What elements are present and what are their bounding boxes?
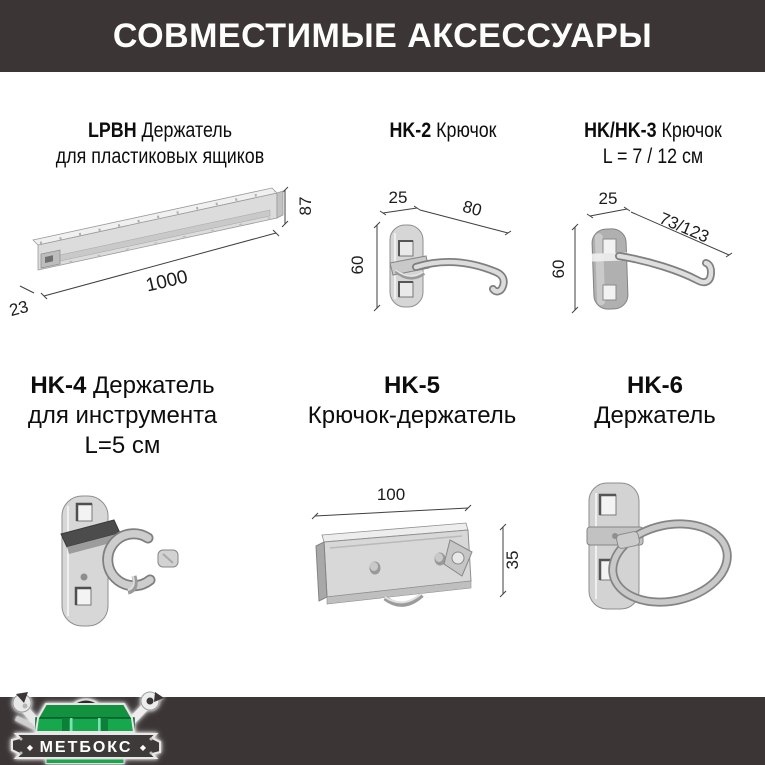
product-name2-hk3: L = 7 / 12 см [602, 145, 704, 168]
hk3-dim-height: 60 [549, 259, 568, 279]
product-label-hk6 [555, 371, 755, 431]
brand-decor-left: ◆ [26, 743, 34, 752]
product-name2-lpbh: для пластиковых ящиков [55, 145, 265, 168]
product-code-hk3: HK/HK-3 [584, 119, 657, 142]
product-code-hk5: HK-5 [383, 372, 440, 399]
product-label-hk5 [287, 371, 537, 431]
hk2-dim-height: 60 [348, 255, 367, 275]
product-name3-hk4: L=5 см [84, 432, 161, 459]
lpbh-dim-depth: 23 [7, 296, 31, 321]
brand-underline [46, 759, 124, 764]
product-code-lpbh: LPBH [87, 119, 137, 142]
hk3-hook-drawing [545, 185, 760, 325]
brand-decor-right: ◆ [139, 743, 147, 752]
product-label-hk4 [0, 371, 245, 461]
hk2-dim-reach: 80 [460, 196, 484, 221]
product-name2-hk5: Крючок-держатель [307, 402, 517, 429]
product-label-hk2 [358, 118, 528, 144]
page-title: СОВМЕСТИМЫЕ АКСЕССУАРЫ [112, 16, 653, 55]
toolbox-icon [36, 700, 134, 733]
hk6-ring-drawing [575, 475, 765, 630]
lpbh-dim-height: 87 [296, 196, 315, 216]
product-code-hk4: HK-4 [30, 372, 87, 399]
product-name-hk2: Крючок [431, 119, 497, 142]
product-name2-hk4: для инструмента [27, 402, 218, 429]
metbox-logo [6, 690, 168, 764]
brand-name: МЕТБОКС [39, 739, 133, 756]
product-code-hk6: HK-6 [626, 372, 683, 399]
product-name-lpbh: Держатель [136, 119, 232, 142]
hk3-dim-reach: 73/123 [656, 208, 712, 247]
product-label-lpbh [10, 118, 310, 170]
hk4-holder-drawing [30, 480, 240, 660]
lpbh-dim-length: 1000 [143, 266, 190, 297]
product-name-hk3: Крючок [656, 119, 722, 142]
hk5-dim-length: 100 [376, 485, 406, 504]
brand-plaque [12, 734, 160, 764]
hk5-holder-drawing [300, 480, 535, 630]
hk2-hook-drawing [350, 185, 525, 320]
product-name-hk4: Держатель [86, 372, 215, 399]
product-name2-hk6: Держатель [594, 402, 716, 429]
hk3-dim-width: 25 [598, 189, 618, 208]
product-label-hk3 [546, 118, 760, 170]
hk5-dim-height: 35 [503, 550, 522, 570]
product-code-hk2: HK-2 [389, 119, 432, 142]
hk2-dim-width: 25 [388, 188, 408, 207]
lpbh-rail-drawing [8, 180, 338, 330]
